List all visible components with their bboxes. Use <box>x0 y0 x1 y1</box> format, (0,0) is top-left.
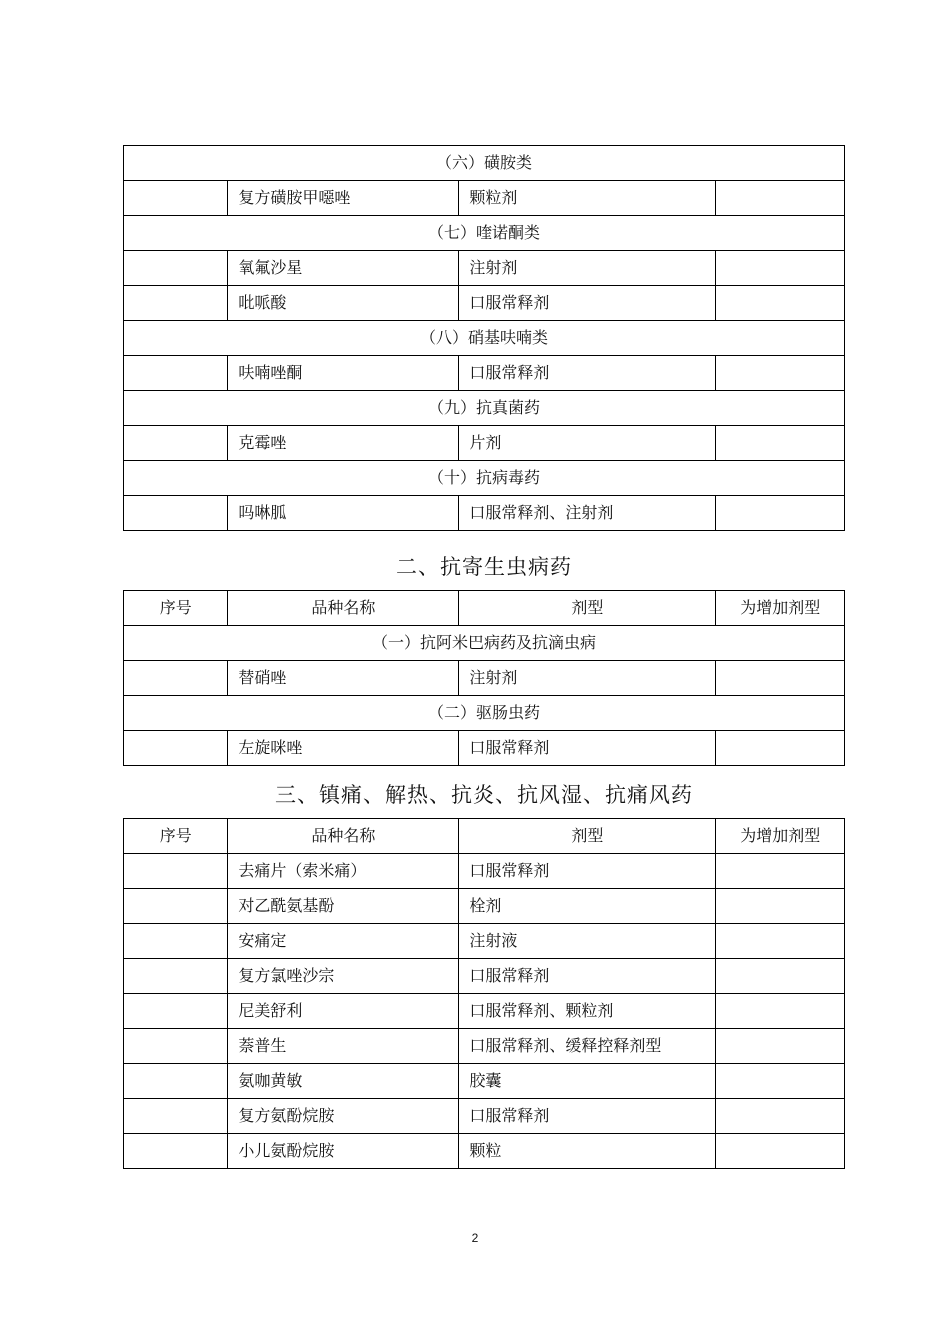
serial-cell <box>124 731 228 766</box>
added-form-cell <box>716 889 845 924</box>
serial-cell <box>124 1134 228 1169</box>
serial-cell <box>124 889 228 924</box>
table-row <box>124 1029 845 1064</box>
table-row <box>124 924 845 959</box>
added-form-cell <box>716 959 845 994</box>
header-dosage-form: 剂型 <box>459 819 716 854</box>
category-label: （六）磺胺类 <box>124 146 845 181</box>
dosage-form-cell: 口服常释剂、缓释控释剂型 <box>459 1029 716 1064</box>
added-form-cell <box>716 1029 845 1064</box>
category-row <box>124 461 845 496</box>
dosage-form-cell: 胶囊 <box>459 1064 716 1099</box>
header-drug-name: 品种名称 <box>228 819 459 854</box>
serial-cell <box>124 356 228 391</box>
added-form-cell <box>716 286 845 321</box>
added-form-cell <box>716 251 845 286</box>
header-serial: 序号 <box>124 819 228 854</box>
added-form-cell <box>716 661 845 696</box>
category-row <box>124 391 845 426</box>
table-row <box>124 854 845 889</box>
drug-table-anti-infective-continued <box>123 145 845 531</box>
drug-name-cell: 复方氯唑沙宗 <box>228 959 459 994</box>
serial-cell <box>124 426 228 461</box>
added-form-cell <box>716 1099 845 1134</box>
category-label: （十）抗病毒药 <box>124 461 845 496</box>
dosage-form-cell: 注射剂 <box>459 661 716 696</box>
category-label: （一）抗阿米巴病药及抗滴虫病 <box>124 626 845 661</box>
drug-name-cell: 尼美舒利 <box>228 994 459 1029</box>
serial-cell <box>124 924 228 959</box>
table-row <box>124 181 845 216</box>
header-dosage-form: 剂型 <box>459 591 716 626</box>
category-label: （二）驱肠虫药 <box>124 696 845 731</box>
serial-cell <box>124 661 228 696</box>
table-header-row <box>124 591 845 626</box>
dosage-form-cell: 颗粒 <box>459 1134 716 1169</box>
serial-cell <box>124 854 228 889</box>
category-label: （七）喹诺酮类 <box>124 216 845 251</box>
table-row <box>124 1099 845 1134</box>
dosage-form-cell: 口服常释剂、注射剂 <box>459 496 716 531</box>
table-row <box>124 994 845 1029</box>
drug-name-cell: 去痛片（索米痛） <box>228 854 459 889</box>
table-row <box>124 1064 845 1099</box>
serial-cell <box>124 496 228 531</box>
serial-cell <box>124 1064 228 1099</box>
header-added-form: 为增加剂型 <box>716 819 845 854</box>
drug-name-cell: 吡哌酸 <box>228 286 459 321</box>
table-row <box>124 959 845 994</box>
table-row <box>124 251 845 286</box>
drug-table-antiparasitic <box>123 590 845 766</box>
table-row <box>124 286 845 321</box>
dosage-form-cell: 口服常释剂 <box>459 854 716 889</box>
serial-cell <box>124 181 228 216</box>
table-row <box>124 496 845 531</box>
table-row <box>124 1134 845 1169</box>
table-row <box>124 356 845 391</box>
added-form-cell <box>716 731 845 766</box>
drug-name-cell: 克霉唑 <box>228 426 459 461</box>
serial-cell <box>124 1099 228 1134</box>
category-row <box>124 146 845 181</box>
drug-name-cell: 氧氟沙星 <box>228 251 459 286</box>
added-form-cell <box>716 994 845 1029</box>
dosage-form-cell: 注射液 <box>459 924 716 959</box>
added-form-cell <box>716 426 845 461</box>
table-row <box>124 731 845 766</box>
drug-name-cell: 左旋咪唑 <box>228 731 459 766</box>
serial-cell <box>124 251 228 286</box>
serial-cell <box>124 286 228 321</box>
dosage-form-cell: 口服常释剂 <box>459 1099 716 1134</box>
section-title-antiparasitic: 二、抗寄生虫病药 <box>396 555 572 579</box>
table-header-row <box>124 819 845 854</box>
table-row <box>124 426 845 461</box>
dosage-form-cell: 口服常释剂 <box>459 731 716 766</box>
dosage-form-cell: 口服常释剂 <box>459 286 716 321</box>
drug-name-cell: 小儿氨酚烷胺 <box>228 1134 459 1169</box>
category-label: （八）硝基呋喃类 <box>124 321 845 356</box>
header-added-form: 为增加剂型 <box>716 591 845 626</box>
drug-name-cell: 复方磺胺甲噁唑 <box>228 181 459 216</box>
added-form-cell <box>716 924 845 959</box>
drug-name-cell: 呋喃唑酮 <box>228 356 459 391</box>
category-row <box>124 216 845 251</box>
header-serial: 序号 <box>124 591 228 626</box>
drug-name-cell: 安痛定 <box>228 924 459 959</box>
added-form-cell <box>716 496 845 531</box>
added-form-cell <box>716 1134 845 1169</box>
added-form-cell <box>716 181 845 216</box>
page-number: 2 <box>471 1231 479 1245</box>
drug-table-analgesic-antipyretic <box>123 818 845 1169</box>
added-form-cell <box>716 1064 845 1099</box>
dosage-form-cell: 口服常释剂 <box>459 959 716 994</box>
added-form-cell <box>716 854 845 889</box>
category-row <box>124 626 845 661</box>
serial-cell <box>124 959 228 994</box>
drug-name-cell: 氨咖黄敏 <box>228 1064 459 1099</box>
dosage-form-cell: 栓剂 <box>459 889 716 924</box>
category-label: （九）抗真菌药 <box>124 391 845 426</box>
drug-name-cell: 对乙酰氨基酚 <box>228 889 459 924</box>
table-row <box>124 661 845 696</box>
dosage-form-cell: 口服常释剂、颗粒剂 <box>459 994 716 1029</box>
category-row <box>124 321 845 356</box>
drug-name-cell: 吗啉胍 <box>228 496 459 531</box>
header-drug-name: 品种名称 <box>228 591 459 626</box>
category-row <box>124 696 845 731</box>
dosage-form-cell: 颗粒剂 <box>459 181 716 216</box>
added-form-cell <box>716 356 845 391</box>
serial-cell <box>124 994 228 1029</box>
dosage-form-cell: 注射剂 <box>459 251 716 286</box>
dosage-form-cell: 片剂 <box>459 426 716 461</box>
serial-cell <box>124 1029 228 1064</box>
drug-name-cell: 萘普生 <box>228 1029 459 1064</box>
drug-name-cell: 复方氨酚烷胺 <box>228 1099 459 1134</box>
drug-name-cell: 替硝唑 <box>228 661 459 696</box>
table-row <box>124 889 845 924</box>
section-title-analgesic-antipyretic: 三、镇痛、解热、抗炎、抗风湿、抗痛风药 <box>275 783 693 807</box>
dosage-form-cell: 口服常释剂 <box>459 356 716 391</box>
